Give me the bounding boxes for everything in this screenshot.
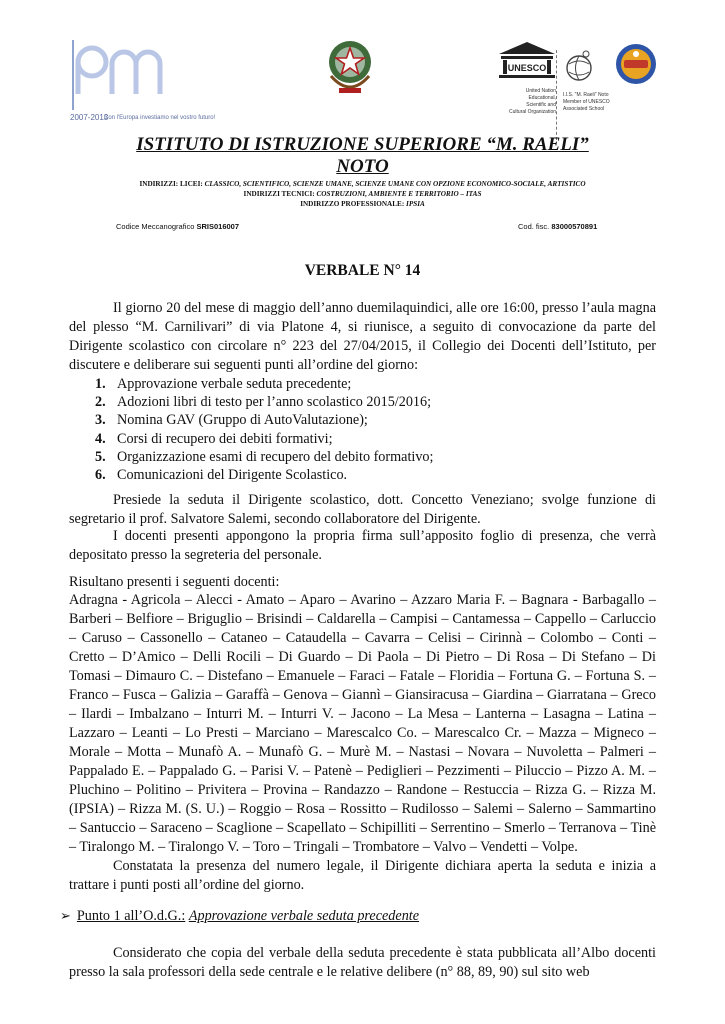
indirizzi-licei: [0, 180, 725, 189]
indirizzo-prof-value: IPSIA: [406, 200, 425, 208]
indirizzi-licei-label: INDIRIZZI: LICEI:: [139, 180, 203, 188]
odg-text: Comunicazioni del Dirigente Scolastico.: [117, 467, 348, 484]
unesco-temple-icon: [497, 40, 557, 80]
odg-num: 3.: [95, 412, 106, 429]
odg-num: 4.: [95, 430, 106, 447]
indirizzi-tecnici-label: INDIRIZZI TECNICI:: [243, 190, 315, 198]
indirizzi-tecnici: [0, 190, 725, 199]
punto-heading: [60, 907, 419, 926]
odg-num: 5.: [95, 448, 106, 465]
odg-item: [95, 448, 433, 466]
verbale-title: VERBALE N° 14: [304, 262, 421, 279]
pon-slogan: Con l'Europa investiamo nel vostro futuro!: [104, 115, 216, 121]
punto-topic: Approvazione verbale seduta precedente: [188, 908, 420, 924]
cf-label: Cod. fisc.: [518, 222, 550, 231]
raeli-caption: I.I.S. "M. Raeli" Noto Member of UNESCO Associated School: [563, 92, 610, 112]
punto-label: Punto 1 all’O.d.G.:: [76, 908, 186, 924]
odg-item: [95, 411, 433, 429]
pon-years: 2007-2013: [70, 113, 109, 122]
presiede-paragraph: Presiede la seduta il Dirigente scolastico, dott. Concetto Veneziano; svolge funzione di segretario il prof. Salvatore Salemi, secondo collaboratore del Dirigente.: [69, 492, 656, 527]
school-round-logo-icon: [614, 42, 658, 86]
odg-text: Adozioni libri di testo per l’anno scolastico 2015/2016;: [117, 394, 432, 411]
codice-label: Codice Meccanografico: [116, 222, 195, 231]
odg-text: Organizzazione esami di recupero del debito formativo;: [117, 448, 434, 465]
odg-num: 2.: [95, 394, 106, 411]
odg-num: 1.: [95, 376, 106, 392]
considerato-paragraph: Considerato che copia del verbale della seduta precedente è stata pubblicata all’Albo docenti presso la sala professori della sede centrale e le relative delibere (n° 88, 89, 90) sul sito web: [69, 945, 656, 980]
odg-text: Approvazione verbale seduta precedente;: [117, 376, 352, 392]
firma-paragraph: I docenti presenti appongono la propria firma sull’apposito foglio di presenza, che verrà depositato presso la segreteria del personale.: [69, 528, 656, 563]
unesco-logo: [497, 40, 557, 80]
odg-num: 6.: [95, 467, 106, 484]
indirizzi-licei-value: CLASSICO, SCIENTIFICO, SCIENZE UMANE, SCIENZE UMANE CON OPZIONE ECONOMICO-SOCIALE, ARTISTICO: [204, 180, 586, 188]
unesco-caption: United Nation Educational, Scientific and Cultural Organization: [509, 88, 556, 115]
odg-list: [95, 375, 433, 484]
pon-mark-icon: [68, 34, 203, 112]
indirizzo-professionale: [0, 200, 725, 209]
italian-republic-emblem-icon: [325, 36, 375, 98]
header-logos: [0, 30, 725, 125]
codice-fiscale: [518, 222, 597, 231]
odg-text: Corsi di recupero dei debiti formativi;: [117, 430, 333, 447]
odg-item: [95, 466, 433, 484]
intro-paragraph: Il giorno 20 del mese di maggio dell’anno duemilaquindici, alle ore 16:00, presso l’aula magna del plesso “M. Carnilivari” di via Platone 4, si riunisce, a seguito di convocazione da parte del Dirigente scolastico con circolare n° 223 del 27/04/2015, il Collegio dei Docenti dell’Istituto, per discutere e deliberare sui seguenti punti all’ordine del giorno:: [69, 300, 656, 373]
institute-title: ISTITUTO DI ISTRUZIONE SUPERIORE “M. RAELI”: [136, 134, 589, 155]
presenti-list: Adragna - Agricola – Alecci - Amato – Aparo – Avarino – Azzaro Maria F. – Bagnara - Barbagallo – Barberi – Belfiore – Briguglio – Brisindi – Caldarella – Campisi – Cantamessa – Cappello – Carluccio – Caruso – Cassonello – Cataneo – Cataudella – Cavarra – Celisi – Cirinnà – Colombo – Conti – Cretto – D’Amico – Delli Rocili – Di Guardo – Di Paola – Di Pietro – Di Rosa – Di Stefano – Di Tomasi – Dimauro C. – Distefano – Emanuele – Faraci – Fatale – Floridia – Fortuna G. – Fortuna S. – Franco – Fusca – Galizia – Garaffà – Genova – Giannì – Giansiracusa – Giardina – Giarratana – Greco – Ilardi – Imbalzano – Inturri M. – Inturri V. – Jacono – La Mesa – Lanterna – Lasagna – Latina – Lazzaro – Leanti – Lo Presti – Marciano – Marescalco Co. – Marescalco Cr. – Mazza – Migneco – Morale – Motta – Munafò A. – Munafò G. – Murè M. – Nastasi – Novara – Nuvoletta – Palmeri – Pappalado E. – Pappalado G. – Parisi V. – Patenè – Pediglieri – Pezzimenti – Piluccio – Pizzo A. M. – Pluchino – Politino – Privitera – Provina – Randazzo – Randone – Restuccia – Rizza G. – Rizza M. (IPSIA) – Rizza M. (S. U.) – Roggio – Rosa – Rossitto – Rudilosso – Salemi – Salerno – Sammartino – Santuccio – Saraceno – Scaglione – Scapellato – Schipilliti – Serrentino – Smerlo – Terranova – Tinè – Tiralongo M. – Tiralongo V. – Toro – Tringali – Trombatore – Valvo – Vendetti – Volpe.: [69, 592, 656, 855]
presenti-label: Risultano presenti i seguenti docenti:: [69, 574, 280, 590]
cf-value: 83000570891: [551, 222, 598, 231]
indirizzo-prof-label: INDIRIZZO PROFESSIONALE:: [300, 200, 405, 208]
indirizzi-tecnici-value: COSTRUZIONI, AMBIENTE E TERRITORIO – ITAS: [316, 190, 482, 198]
unesco-word: UNESCO: [507, 63, 547, 73]
arrow-bullet-icon: ➢: [60, 909, 71, 924]
institute-city: NOTO: [336, 156, 389, 177]
odg-text: Nomina GAV (Gruppo di AutoValutazione);: [117, 412, 368, 429]
constatata-paragraph: Constatata la presenza del numero legale, il Dirigente dichiara aperta la seduta e inizia a trattare i punti posti all’ordine del giorno.: [69, 858, 656, 893]
raeli-globe-icon: [562, 48, 596, 88]
odg-item: [95, 393, 433, 411]
odg-item: [95, 430, 433, 448]
odg-item: [95, 375, 433, 393]
pon-logo: [68, 34, 216, 122]
codice-meccanografico: [116, 222, 239, 231]
codice-value: SRIS016007: [196, 222, 240, 231]
header-divider: [556, 50, 558, 140]
